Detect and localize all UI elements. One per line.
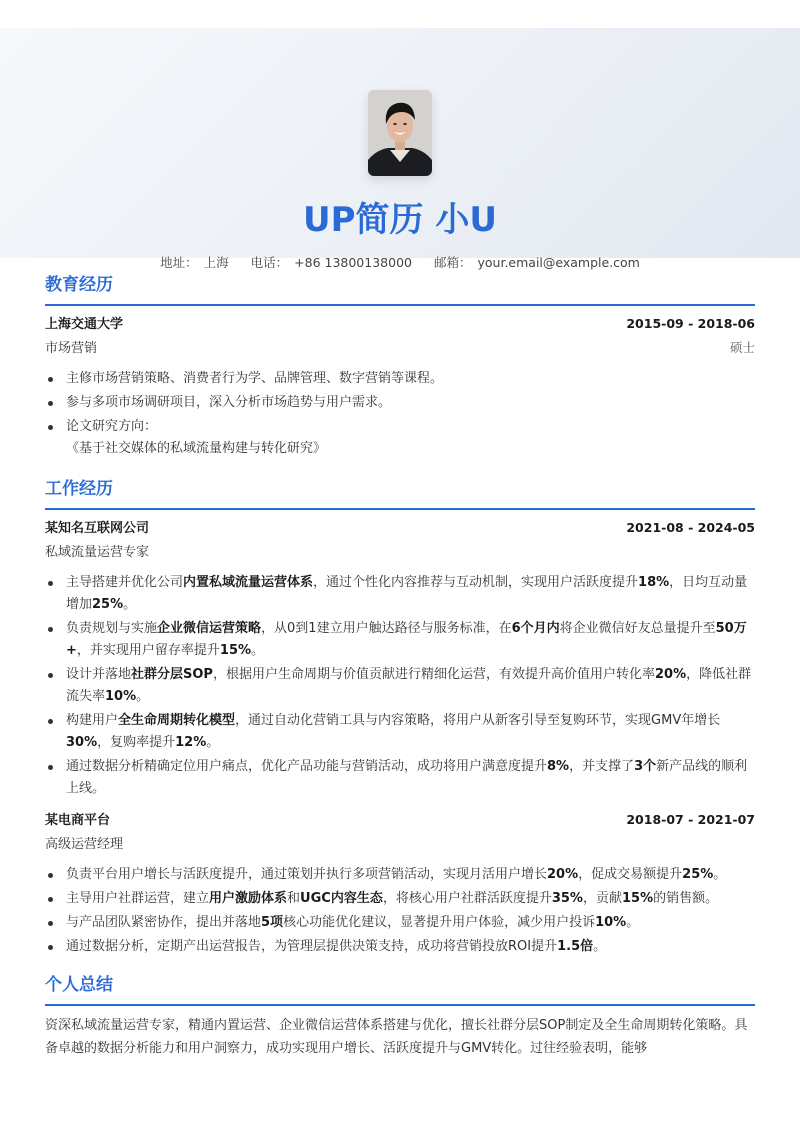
highlight-text: 50万+: [66, 621, 747, 658]
education-entry: [45, 314, 755, 460]
highlight-text: 18%: [638, 575, 670, 590]
work-entry: [45, 810, 755, 958]
school-name: 上海交通大学: [45, 317, 124, 332]
list-item: 构建用户全生命周期转化模型，通过自动化营销工具与内容策略，将用户从新客引导至复购环节，实现GMV年增长30%，复购率提升12%。: [45, 710, 755, 754]
highlight-text: 内置私域流量运营体系: [183, 575, 314, 590]
summary-text: 资深私域流量运营专家，精通内置运营、企业微信运营体系搭建与优化，擅长社群分层SOP制定及全生命周期转化策略。具备卓越的数据分析能力和用户洞察力，成功实现用户增长、活跃度提升与GMV转化。过往经验表明，能够: [45, 1018, 748, 1056]
highlight-text: 25%: [682, 867, 714, 882]
date-range: 2018-07 - 2021-07: [626, 812, 755, 827]
work-entry: [45, 518, 755, 800]
list-item: 负责平台用户增长与活跃度提升，通过策划并执行多项营销活动，实现月活用户增长20%，促成交易额提升25%。: [45, 864, 755, 886]
contact-phone: 电话： +86 13800138000: [250, 255, 412, 270]
profile-photo: [368, 90, 432, 176]
highlight-text: UGC内容生态: [300, 891, 383, 906]
highlight-text: 15%: [621, 891, 654, 906]
major: 市场营销: [45, 341, 98, 356]
degree: 硕士: [729, 340, 755, 355]
section-title: 工作经历: [45, 474, 755, 510]
thesis-title: 《基于社交媒体的私域流量构建与转化研究》: [66, 441, 327, 456]
list-item: 论文研究方向： 《基于社交媒体的私域流量构建与转化研究》: [45, 416, 755, 460]
contact-email: 邮箱： your.email@example.com: [433, 255, 640, 270]
list-item: 主修市场营销策略、消费者行为学、品牌管理、数字营销等课程。: [45, 368, 755, 390]
contact-address: 地址： 上海: [160, 255, 229, 270]
list-item: 主导用户社群运营，建立用户激励体系和UGC内容生态，将核心用户社群活跃度提升35%，贡献15%的销售额。: [45, 888, 755, 910]
section-title: 个人总结: [45, 970, 755, 1006]
summary-section: [45, 970, 755, 1060]
portrait-icon: [368, 90, 432, 176]
date-range: 2015-09 - 2018-06: [626, 316, 755, 331]
education-bullets: [45, 368, 755, 460]
list-item: 通过数据分析精确定位用户痛点，优化产品功能与营销活动，成功将用户满意度提升8%，并支撑了3个新产品线的顺利上线。: [45, 756, 755, 800]
highlight-text: 6个月内: [511, 621, 560, 636]
highlight-text: 企业微信运营策略: [157, 621, 262, 636]
resume-body: [45, 270, 755, 1066]
date-range: 2021-08 - 2024-05: [626, 520, 755, 535]
highlight-text: 全生命周期转化模型: [118, 713, 236, 728]
highlight-text: 5项: [261, 915, 284, 930]
list-item: 参与多项市场调研项目，深入分析市场趋势与用户需求。: [45, 392, 755, 414]
highlight-text: 10%: [595, 915, 627, 930]
highlight-text: 1.5倍: [557, 939, 594, 954]
job-title: 私域流量运营专家: [45, 545, 150, 560]
highlight-text: 8%: [547, 759, 570, 774]
highlight-text: 12%: [175, 735, 207, 750]
highlight-text: 30%: [66, 735, 98, 750]
list-item: 通过数据分析，定期产出运营报告，为管理层提供决策支持，成功将营销投放ROI提升1.5倍。: [45, 936, 755, 958]
highlight-text: 10%: [105, 689, 137, 704]
list-item: 设计并落地社群分层SOP，根据用户生命周期与价值贡献进行精细化运营，有效提升高价值用户转化率20%，降低社群流失率10%。: [45, 664, 755, 708]
list-item: 与产品团队紧密协作，提出并落地5项核心功能优化建议，显著提升用户体验，减少用户投诉10%。: [45, 912, 755, 934]
job-title: 高级运营经理: [45, 837, 124, 852]
company-name: 某知名互联网公司: [45, 521, 150, 536]
highlight-text: 3个: [634, 759, 657, 774]
highlight-text: 35%: [551, 891, 583, 906]
section-title: 教育经历: [45, 270, 755, 306]
education-section: [45, 270, 755, 460]
work-section: [45, 474, 755, 958]
list-item: 主导搭建并优化公司内置私域流量运营体系，通过个性化内容推荐与互动机制，实现用户活跃度提升18%，日均互动量增加25%。: [45, 572, 755, 616]
work-bullets: [45, 864, 755, 958]
work-bullets: [45, 572, 755, 800]
list-item: 负责规划与实施企业微信运营策略，从0到1建立用户触达路径与服务标准，在6个月内将企业微信好友总量提升至50万+，并实现用户留存率提升15%。: [45, 618, 755, 662]
highlight-text: 20%: [654, 667, 687, 682]
highlight-text: 25%: [92, 597, 124, 612]
resume-header: [0, 28, 800, 270]
highlight-text: 用户激励体系: [209, 891, 288, 906]
highlight-text: 15%: [219, 643, 252, 658]
highlight-text: 社群分层SOP: [131, 667, 213, 682]
highlight-text: 20%: [547, 867, 579, 882]
company-name: 某电商平台: [45, 813, 111, 828]
candidate-name: UP简历 小U: [303, 200, 497, 240]
